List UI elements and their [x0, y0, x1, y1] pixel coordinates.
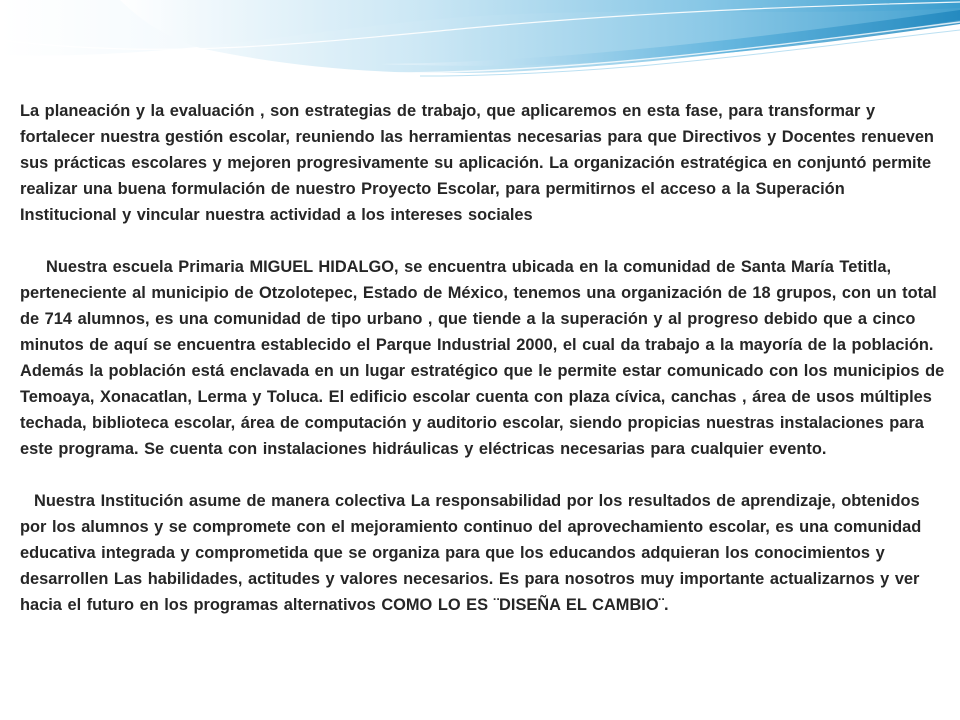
- paragraph-institucion: Nuestra Institución asume de manera colectiva La responsabilidad por los resultados de aprendizaje, obtenidos por los alumnos y se compromete con el mejoramiento continuo del aprovechamiento escolar, es una comunidad educativa integrada y comprometida que se organiza para que los educandos adquieran los conocimientos y desarrollen Las habilidades, actitudes y valores necesarios. Es para nosotros muy importante actualizarnos y ver hacia el futuro en los programas alternativos COMO LO ES ¨DISEÑA EL CAMBIO¨.: [20, 492, 922, 614]
- body-text: [20, 98, 945, 618]
- paragraph-planeacion: La planeación y la evaluación , son estrategias de trabajo, que aplicaremos en esta fase, para transformar y fortalecer nuestra gestión escolar, reuniendo las herramientas necesarias para que Directivos y Docentes renueven sus prácticas escolares y mejoren progresivamente su aplicación. La organización estratégica en conjuntó permite realizar una buena formulación de nuestro Proyecto Escolar, para permitirnos el acceso a la Superación Institucional y vincular nuestra actividad a los intereses sociales: [20, 102, 934, 224]
- paragraph-escuela: Nuestra escuela Primaria MIGUEL HIDALGO, se encuentra ubicada en la comunidad de Santa María Tetitla, perteneciente al municipio de Otzolotepec, Estado de México, tenemos una organización de 18 grupos, con un total de 714 alumnos, es una comunidad de tipo urbano , que tiende a la superación y al progreso debido que a cinco minutos de aquí se encuentra establecido el Parque Industrial 2000, el cual da trabajo a la mayoría de la población. Además la población está enclavada en un lugar estratégico que le permite estar comunicado con los municipios de Temoaya, Xonacatlan, Lerma y Toluca. El edificio escolar cuenta con plaza cívica, canchas , área de usos múltiples techada, biblioteca escolar, área de computación y auditorio escolar, siendo propicias nuestras instalaciones para este programa. Se cuenta con instalaciones hidráulicas y eléctricas necesarias para cualquier evento.: [20, 258, 945, 458]
- wave-banner-icon: [0, 0, 960, 110]
